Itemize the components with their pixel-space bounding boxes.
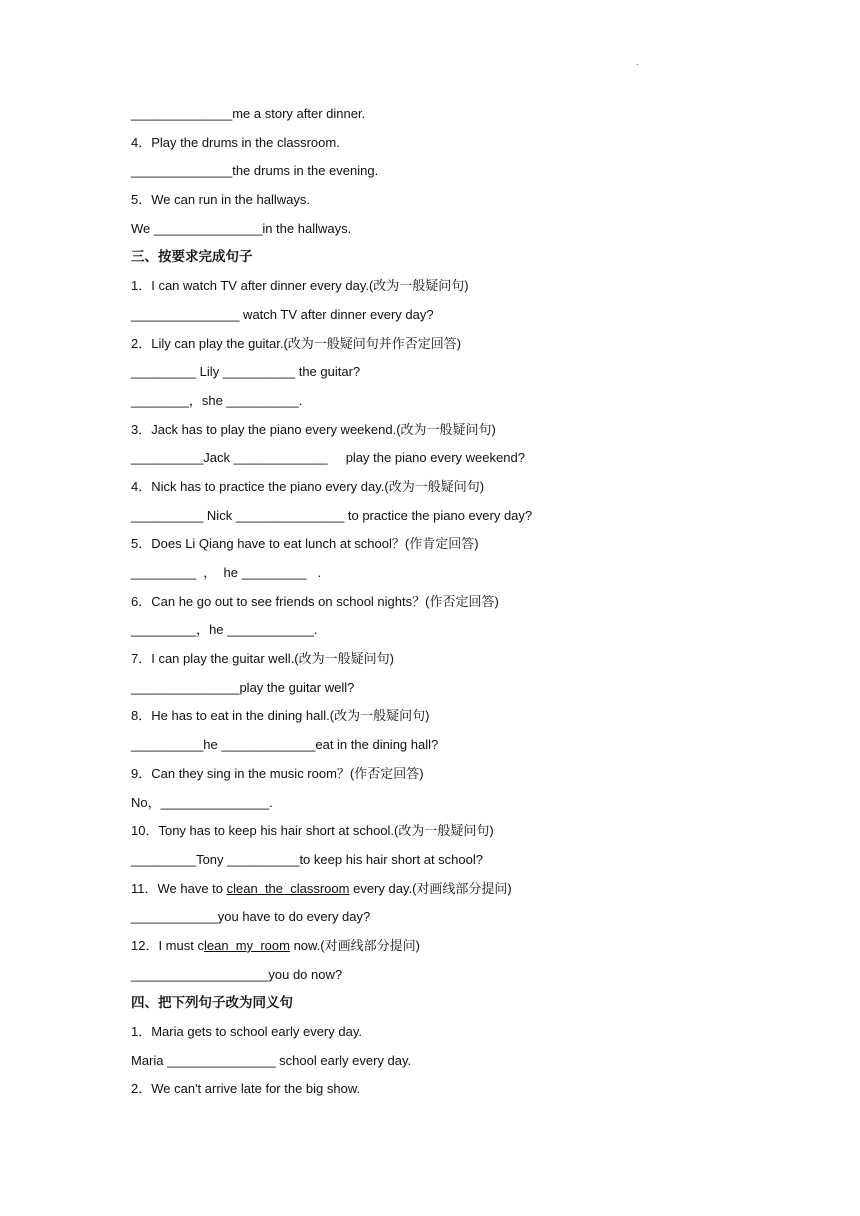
answer-line: ______________the drums in the evening. [131, 163, 379, 179]
question-7: 7．I can play the guitar well.(改为一般疑问句) [131, 651, 394, 667]
question-5: 5．We can run in the hallways. [131, 192, 310, 208]
question-3: 3．Jack has to play the piano every weekend.(改为一般疑问句) [131, 421, 496, 437]
question-12-prefix: 12．I must c [131, 937, 204, 953]
answer-line: _______________play the guitar well? [131, 679, 355, 695]
question-4: 4．Nick has to practice the piano every day.(改为一般疑问句) [131, 478, 485, 494]
question-11-underlined-part: clean the classroom [226, 880, 350, 896]
question-8: 8．He has to eat in the dining hall.(改为一般疑问句) [131, 708, 430, 724]
answer-line: __________he _____________eat in the dining hall? [131, 737, 439, 753]
answer-line: _________，he ____________. [131, 622, 318, 638]
question-11-suffix: every day.(对画线部分提问) [349, 880, 512, 896]
answer-line: We _______________in the hallways. [131, 220, 352, 236]
question-9: 9．Can they sing in the music room？(作否定回答) [131, 765, 424, 781]
question-1: 1．Maria gets to school early every day. [131, 1024, 362, 1039]
question-6: 6．Can he go out to see friends on school nights？(作否定回答) [131, 593, 499, 609]
question-4: 4．Play the drums in the classroom. [131, 134, 340, 150]
answer-line: ___________________you do now? [131, 966, 343, 982]
answer-line: ________，she __________. [131, 392, 303, 408]
question-5: 5．Does Li Qiang have to eat lunch at school？(作肯定回答) [131, 536, 479, 552]
worksheet-content [131, 103, 821, 1107]
answer-line: _________ Lily __________ the guitar? [131, 364, 361, 380]
question-1: 1．I can watch TV after dinner every day.(改为一般疑问句) [131, 278, 469, 294]
question-12-underlined-part: lean my room [203, 937, 290, 953]
answer-line: ____________you have to do every day? [131, 909, 371, 925]
question-12-suffix: now.(对画线部分提问) [289, 937, 420, 953]
section-3-heading: 三、按要求完成句子 [131, 249, 253, 266]
answer-line: Maria _______________ school early every day. [131, 1052, 412, 1068]
question-2: 2．We can't arrive late for the big show. [131, 1081, 361, 1097]
answer-line: _______________ watch TV after dinner every day? [131, 306, 434, 322]
question-12 [131, 935, 821, 964]
question-2: 2．Lily can play the guitar.(改为一般疑问句并作否定回答) [131, 335, 462, 351]
page-marker-dot: . [636, 57, 639, 67]
answer-line: _________ ， he _________ . [131, 565, 322, 580]
question-10: 10．Tony has to keep his hair short at school.(改为一般疑问句) [131, 823, 494, 839]
question-11-prefix: 11．We have to [131, 880, 227, 896]
answer-line: ______________me a story after dinner. [131, 106, 366, 121]
answer-line: _________Tony __________to keep his hair short at school? [131, 851, 483, 867]
answer-line: No，_______________. [131, 794, 273, 810]
answer-line: __________Jack _____________ play the piano every weekend? [131, 450, 525, 466]
question-11 [131, 878, 821, 907]
section-4-heading: 四、把下列句子改为同义句 [131, 995, 293, 1012]
answer-line: __________ Nick _______________ to practice the piano every day? [131, 507, 533, 523]
